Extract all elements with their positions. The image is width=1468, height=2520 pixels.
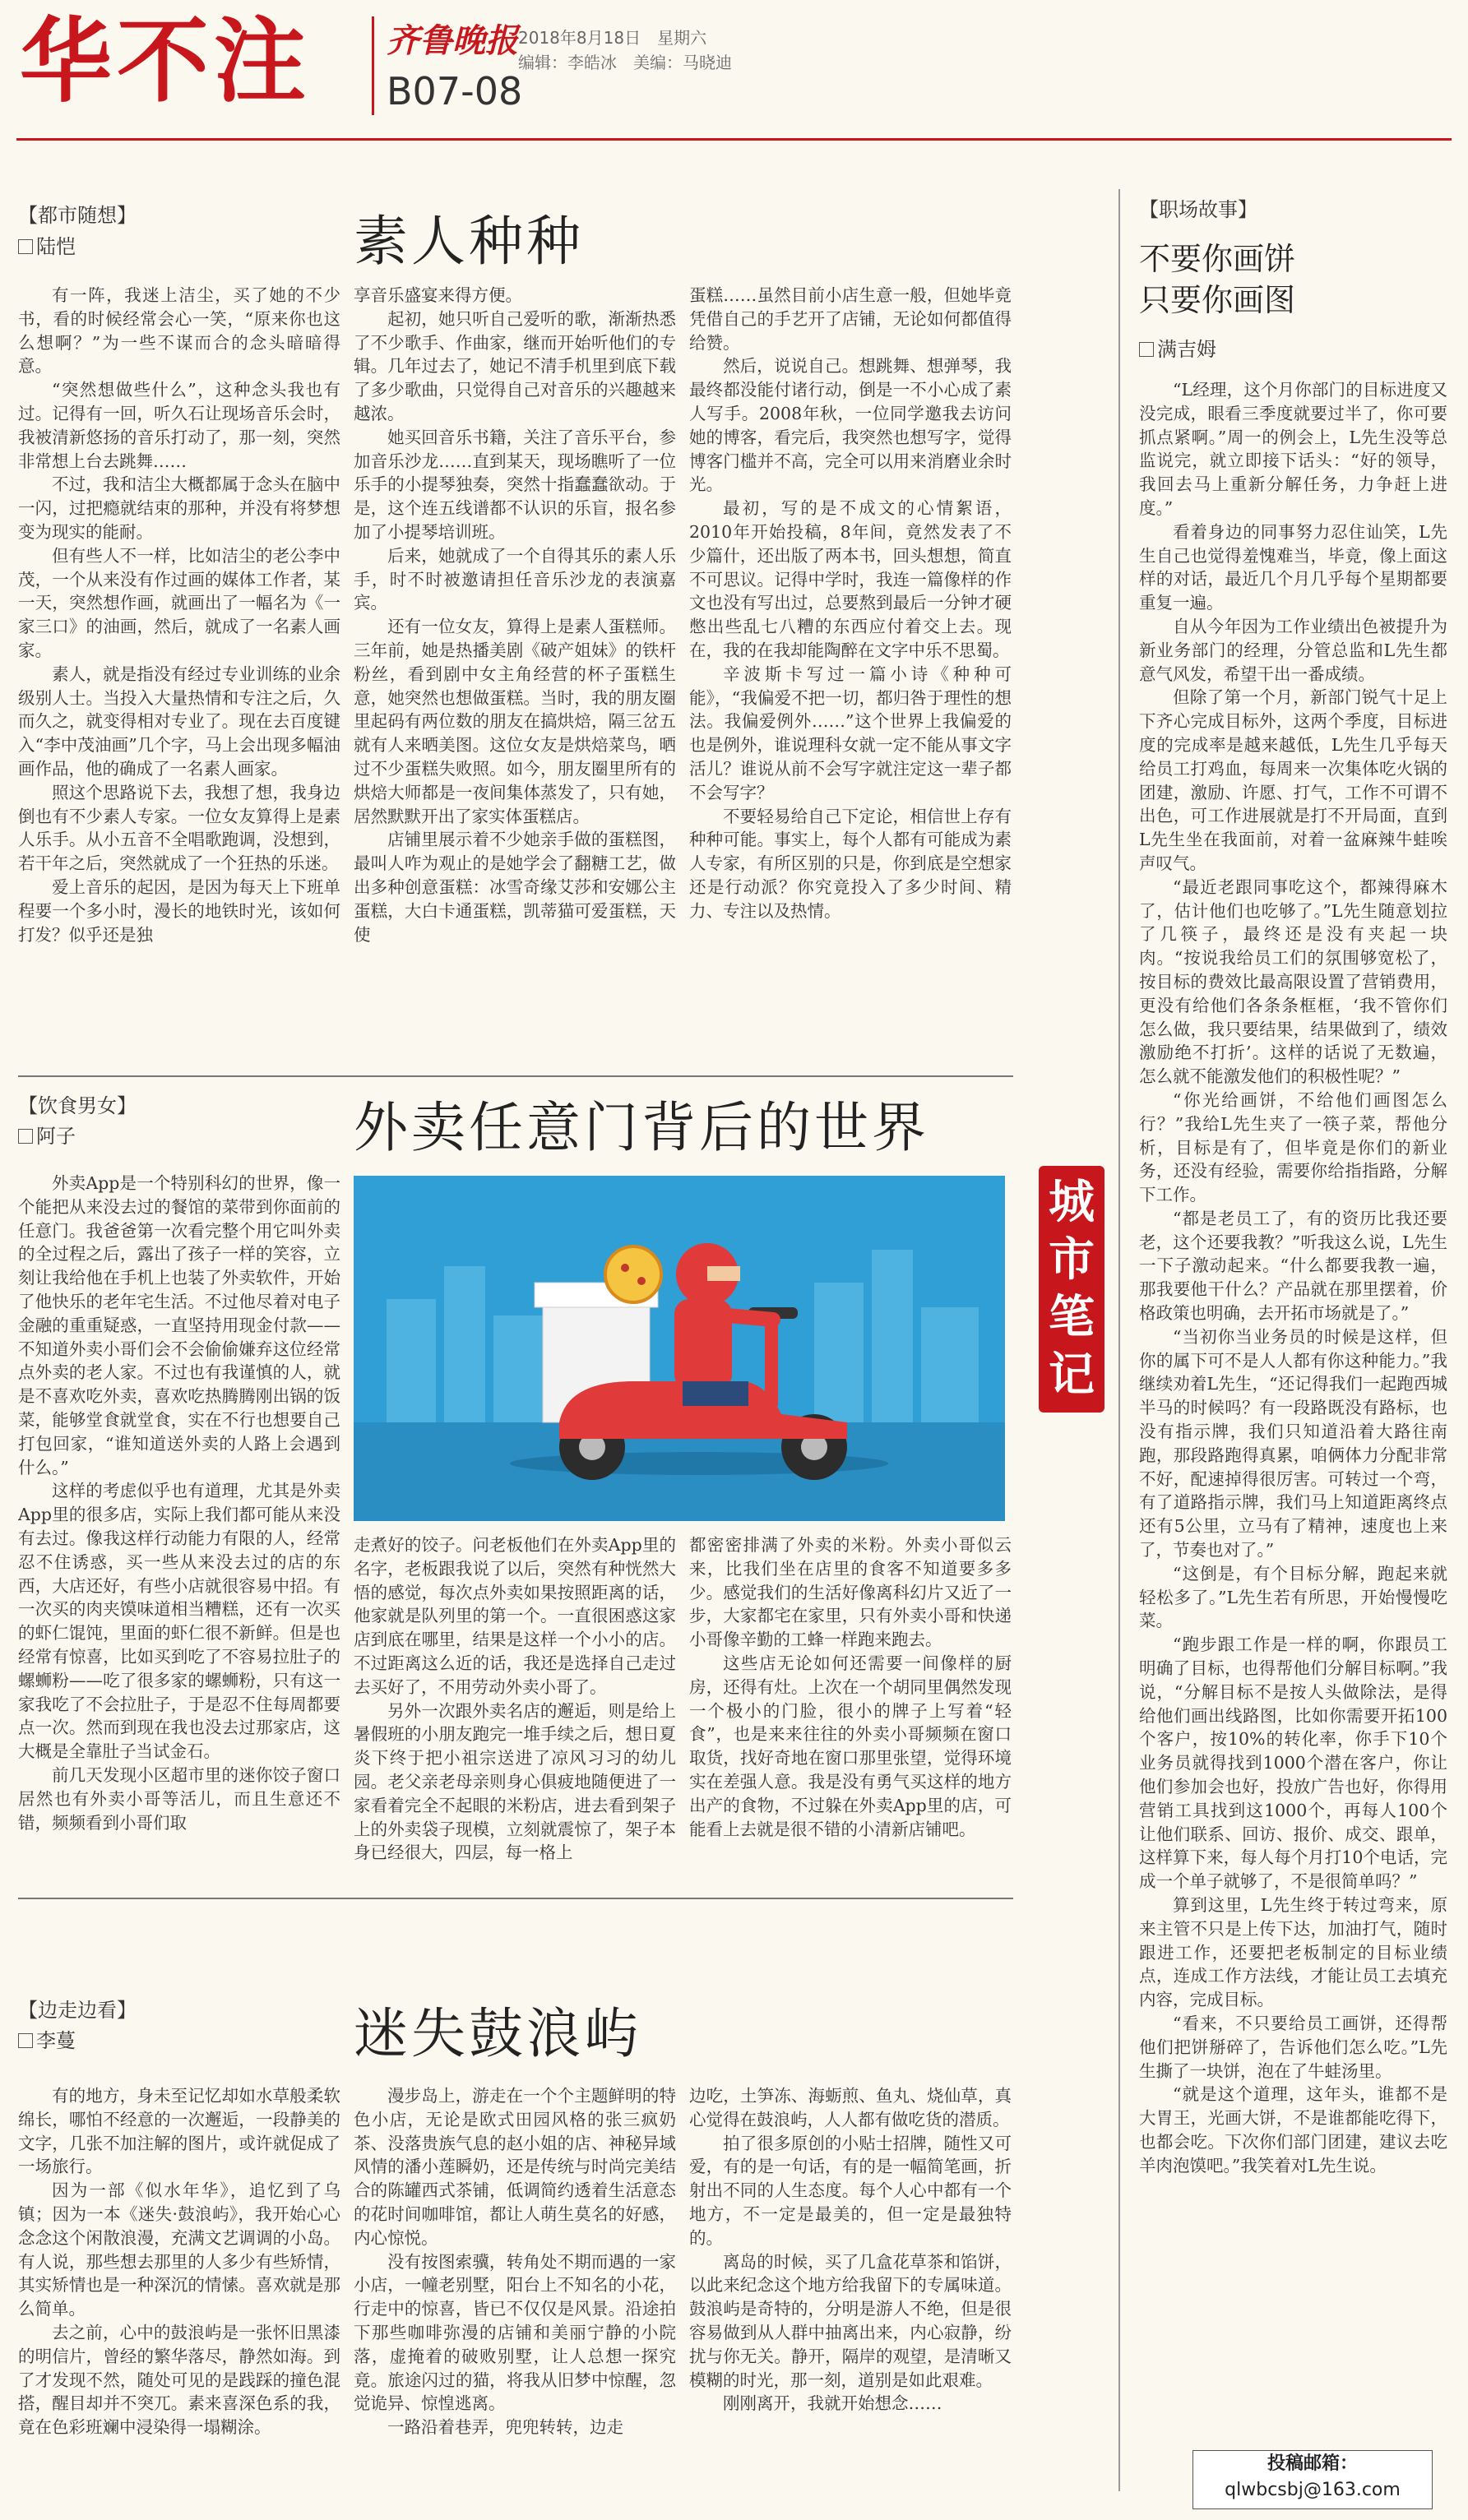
paragraph: 照这个思路说下去，我想了想，我身边倒也有不少素人专家。一位女友算得上是素人乐手。从小五音不全唱歌跑调，没想到，若干年之后，突然就成了一个狂热的乐迷。 [18, 782, 340, 874]
paragraph: 蛋糕……虽然目前小店生意一般，但她毕竟凭借自己的手艺开了店铺，无论如何都值得给赞。 [689, 285, 1012, 353]
delivery-scooter-illustration [354, 1176, 1005, 1521]
article-column [689, 2084, 1012, 2504]
paragraph: “当初你当业务员的时候是这样，但你的属下可不是人人都有你这种能力。”我继续劝着L先生，“还记得我们一起跑西城半马的时候吗？有一段路既没有路标，也没有指示牌，我们只知道沿着大路往南跑，那段路跑得真累，咱俩体力分配非常不好，配速掉得很厉害。可转过一个弯，有了道路指示牌，我们马上知道距离终点还有5公里，立马有了精神，速度也上来了，节奏也对了。” [1139, 1326, 1447, 1561]
paragraph: 这样的考虑似乎也有道理，尤其是外卖App里的很多店，实际上我们都可能从来没有去过。像我这样行动能力有限的人，经常忍不住诱惑，买一些从来没去过的店的东西，大店还好，有些小店就很容易中招。有一次买的肉夹馍味道相当糟糕，还有一次买的虾仁馄饨，里面的虾仁很不新鲜。但是也经常有惊喜，比如买到吃了不容易拉肚子的螺蛳粉——吃了很多家的螺蛳粉，只有这一家我吃了不会拉肚子，于是忍不住每周都要点一次。然而到现在我也没去过那家店，这大概是全靠肚子当试金石。 [18, 1481, 340, 1762]
paragraph: “看来，不只要给员工画饼，还得帮他们把饼掰碎了，告诉他们怎么吃。”L先生撕了一块饼，泡在了牛蛙汤里。 [1139, 2013, 1447, 2081]
byline: 李蔓 [18, 2024, 76, 2053]
paragraph: 看着身边的同事努力忍住讪笑，L先生自己也觉得羞愧难当，毕竟，像上面这样的对话，最近几个月几乎每个星期都要重复一遍。 [1139, 521, 1447, 613]
paragraph: 这些店无论如何还需要一间像样的厨房，还得有灶。上次在一个胡同里偶然发现一个极小的门脸，很小的牌子上写着“轻食”，也是来来往往的外卖小哥频频在窗口取货，找好奇地在窗口那里张望，觉得环境实在差强人意。我是没有勇气买这样的地方出产的食物，不过躲在外卖App里的店，可能看上去就是很不错的小清新店铺吧。 [689, 1653, 1012, 1839]
paragraph: 有的地方，身未至记忆却如水草般柔软绵长，哪怕不经意的一次邂逅，一段静美的文字，几张不加注解的图片，或许就促成了一场旅行。 [18, 2086, 340, 2177]
article-column [18, 284, 340, 1065]
submission-email-box [1192, 2450, 1433, 2509]
section-rule [18, 1075, 1013, 1077]
article-column [18, 2084, 340, 2504]
paragraph: 刚刚离开，我就开始想念…… [723, 2393, 942, 2414]
headline-line: 不要你画饼 [1139, 241, 1296, 277]
headline: 迷失鼓浪屿 [354, 2002, 641, 2065]
paragraph: “L经理，这个月你部门的目标进度又没完成，眼看三季度就要过半了，你可要抓点紧啊。”周一的例会上，L先生没等总监说完，就立即接下话头：“好的领导，我回去马上重新分解任务，力争赶上进度。” [1139, 380, 1447, 518]
paragraph: 自从今年因为工作业绩出色被提升为新业务部门的经理，分管总监和L先生都意气风发，希望干出一番成绩。 [1139, 616, 1447, 684]
section-tag: 【饮食男女】 [18, 1094, 137, 1117]
paragraph: 但有些人不一样，比如洁尘的老公李中茂，一个从来没有作过画的媒体工作者，某一天，突然想作画，就画出了一幅名为《一家三口》的油画，然后，就成了一名素人画家。 [18, 545, 340, 660]
headline [1139, 238, 1295, 321]
submission-label: 投稿邮箱： [1267, 2453, 1358, 2474]
section-tag: 【职场故事】 [1139, 198, 1257, 221]
paragraph: 一路沿着巷弄，兜兜转转，边走 [387, 2417, 623, 2438]
paragraph: 起初，她只听自己爱听的歌，渐渐热悉了不少歌手、作曲家，继而开始听他们的专辑。几年过去了，她记不清手机里到底下载了多少歌曲，只觉得自己对音乐的兴趣越来越浓。 [354, 308, 676, 423]
article-column [689, 1533, 1012, 1887]
paragraph: “就是这个道理，这年头，谁都不是大胃王，光画大饼，不是谁都能吃得下，也都会吃。下次你们部门团建，建议去吃羊肉泡馍吧。”我笑着对L先生说。 [1139, 2084, 1447, 2176]
paragraph: “这倒是，有个目标分解，跑起来就轻松多了。”L先生若有所思，开始慢慢吃菜。 [1139, 1563, 1447, 1631]
article-column [354, 2084, 676, 2504]
section-tag: 【边走边看】 [18, 1999, 137, 2022]
article-column [18, 1172, 340, 1887]
section-tag: 【都市随想】 [18, 204, 137, 227]
paragraph: 但除了第一个月，新部门锐气十足上下齐心完成目标外，这两个季度，目标进度的完成率是越来越低，L先生几乎每天给员工打鸡血，每周来一次集体吃火锅的团建，激励、许愿、打气，工作不可谓不出色，可工作进展就是打不开局面，直到L先生坐在我面前，对着一盆麻辣牛蛙唉声叹气。 [1139, 687, 1447, 873]
paragraph: 算到这里，L先生终于转过弯来，原来主管不只是上传下达，加油打气，随时跟进工作，还要把老板制定的目标业绩点，连成工作方法线，才能让员工去填充内容，完成目标。 [1139, 1895, 1447, 2010]
article-column [354, 284, 676, 1065]
byline: 阿子 [18, 1120, 76, 1149]
paragraph: 前几天发现小区超市里的迷你饺子窗口居然也有外卖小哥等活儿，而且生意还不错，频频看到小哥们取 [18, 1764, 340, 1833]
paragraph: 最初，写的是不成文的心情絮语，2010年开始投稿，8年间，竟然发表了不少篇什，还出版了两本书，回头想想，简直不可思议。记得中学时，我连一篇像样的作文也没有写出过，总要熬到最后一分钟才硬憋出些乱七八糟的东西应付着交上去。现在，我的在我却能陶醉在文字中乐不思蜀。 [689, 498, 1012, 660]
article-column [689, 284, 1012, 1065]
masthead-title: 华不注 [20, 8, 311, 115]
paragraph: 离岛的时候，买了几盒花草茶和馅饼，以此来纪念这个地方给我留下的专属味道。鼓浪屿是奇特的，分明是游人不绝，但是很容易做到从人群中抽离出来，内心寂静，纷扰与你无关。静开，隔岸的观望，是清晰又模糊的时光，那一刻，道别是如此艰难。 [689, 2251, 1012, 2390]
paragraph: “突然想做些什么”，这种念头我也有过。记得有一回，听久石让现场音乐会时，我被清新悠扬的音乐打动了，那一刻，突然非常想上台去跳舞…… [18, 380, 340, 471]
paragraph: 还有一位女友，算得上是素人蛋糕师。三年前，她是热播美剧《破产姐妹》的铁杆粉丝，看到剧中女主角经营的杯子蛋糕生意，她突然也想做蛋糕。当时，我的朋友圈里起码有两位数的朋友在搞烘焙，隔三岔五就有人来晒美图。这位女友是烘焙菜鸟，晒过不少蛋糕失败照。如今，朋友圈里所有的烘焙大师都是一夜间集体蒸发了，只有她，居然默默开出了家实体蛋糕店。 [354, 617, 676, 826]
column-divider [1118, 189, 1120, 2491]
paragraph: 辛波斯卡写过一篇小诗《种种可能》，“我偏爱不把一切，都归咎于理性的想法。我偏爱例外……”这个世界上我偏爱的也是例外，谁说理科女就一定不能从事文字活儿？谁说从前不会写字就注定这一辈子都不会写字？ [689, 664, 1012, 802]
article-column [1139, 378, 1447, 2434]
paragraph: 爱上音乐的起因，是因为每天上下班单程要一个多小时，漫长的地铁时光，该如何打发？似乎还是独 [18, 876, 340, 945]
submission-email[interactable]: qlwbcsbj@163.com [1225, 2480, 1401, 2500]
masthead-divider [372, 16, 374, 115]
paragraph: “你光给画饼，不给他们画图怎么行？”我给L先生夹了一筷子菜，帮他分析，目标是有了，但毕竟是你们的新业务，还没有经验，需要你给指指路，分解下工作。 [1139, 1089, 1447, 1205]
paragraph: “最近老跟同事吃这个，都辣得麻木了，估计他们也吃够了。”L先生随意划拉了几筷子，最终还是没有夹起一块肉。“按说我给员工们的氛围够宽松了，按目标的费效比最高限设置了营销费用，更没有给他们各条条框框，‘我不管你们怎么做，我只要结果，结果做到了，绩效激励绝不打折’。这样的话说了无数遍，怎么就不能激发他们的积极性呢？” [1139, 876, 1447, 1087]
headline-line: 只要你画图 [1139, 282, 1296, 318]
paragraph: 另外一次跟外卖名店的邂逅，则是给上暑假班的小朋友跑完一堆手续之后，想日夏炎下终于把小祖宗送进了凉风习习的幼儿园。老父亲老母亲则身心俱疲地随便进了一家看着完全不起眼的米粉店，进去看到架子上的外卖袋子现模，立刻就震惊了，架子本身已经很大，四层，每一格上 [354, 1700, 676, 1863]
paragraph: 店铺里展示着不少她亲手做的蛋糕图，最叫人咋为观止的是她学会了翻糖工艺，做出多种创意蛋糕：冰雪奇缘艾莎和安娜公主蛋糕，大白卡通蛋糕，凯蒂猫可爱蛋糕，天使 [354, 830, 676, 945]
paragraph: “都是老员工了，有的资历比我还要老，这个还要我教？”听我这么说，L先生一下子激动起来。“什么都要我教一遍，那我要他干什么？产品就在那里摆着，价格政策也明确，去开拓市场就是了。” [1139, 1208, 1447, 1324]
paragraph: 不要轻易给自己下定论，相信世上存有种种可能。事实上，每个人都有可能成为素人专家，有所区别的只是，你到底是空想家还是行动派？你究竟投入了多少时间、精力、专注以及热情。 [689, 806, 1012, 921]
headline: 外卖任意门背后的世界 [354, 1096, 929, 1159]
article-column [354, 1533, 676, 1887]
byline: 满吉姆 [1139, 333, 1216, 362]
paragraph: 没有按图索骥，转角处不期而遇的一家小店，一幢老别墅，阳台上不知名的小花，行走中的惊喜，皆已不仅仅是风景。沿途拍下那些咖啡弥漫的店铺和美丽宁静的小院落，虚掩着的破败别墅，让人总想一探究竟。旅途闪过的猫，将我从旧梦中惊醒，忽觉诡异、惊惶逃离。 [354, 2251, 676, 2414]
paragraph: 走煮好的饺子。问老板他们在外卖App里的名字，老板跟我说了以后，突然有种恍然大悟的感觉，每次点外卖如果按照距离的话，他家就是队列里的第一个。一直很困惑这家店到底在哪里，结果是这样一个小小的店。不过距离这么近的话，我还是选择自己走过去买好了，不用劳动外卖小哥了。 [354, 1535, 676, 1697]
headline: 素人种种 [354, 210, 584, 273]
issue-date: 2018年8月18日 星期六 [518, 28, 707, 48]
paragraph: 然后，说说自己。想跳舞、想弹琴，我最终都没能付诸行动，倒是一不小心成了素人写手。2008年秋，一位同学邀我去访问她的博客，看完后，我突然也想写字，觉得博客门槛并不高，完全可以用来消磨业余时光。 [689, 356, 1012, 495]
paragraph: 拍了很多原创的小贴士招牌，随性又可爱，有的是一句话，有的是一幅简笔画，折射出不同的人生态度。每个人心中都有一个地方，不一定是最美的，但一定是最独特的。 [689, 2133, 1012, 2248]
section-rule [18, 1898, 1013, 1899]
newspaper-logo: 齐鲁晚报 [387, 21, 518, 60]
page-number: B07-08 [387, 69, 523, 113]
paragraph: 有一阵，我迷上洁尘，买了她的不少书，看的时候经常会心一笑，“原来你也这么想啊？”为一些不谋而合的念头暗暗得意。 [18, 285, 340, 377]
paragraph: 不过，我和洁尘大概都属于念头在脑中一闪，过把瘾就结束的那种，并没有将梦想变为现实的能耐。 [18, 474, 340, 542]
paragraph: 享音乐盛宴来得方便。 [354, 285, 522, 305]
paragraph: 去之前，心中的鼓浪屿是一张怀旧黑漆的明信片，曾经的繁华落尽，静然如海。到了才发现不然，随处可见的是践踩的撞色混搭，醒目却并不突兀。素来喜深色系的我，竟在色彩班斓中浸染得一塌糊涂。 [18, 2322, 340, 2438]
paragraph: 她买回音乐书籍，关注了音乐平台，参加音乐沙龙……直到某天，现场瞧听了一位乐手的小提琴独奏，突然十指蠢蠢欲动。于是，这个连五线谱都不认识的乐盲，报名参加了小提琴培训班。 [354, 427, 676, 542]
paragraph: 后来，她就成了一个自得其乐的素人乐手，时不时被邀请担任音乐沙龙的表演嘉宾。 [354, 545, 676, 613]
paragraph: 因为一部《似水年华》，追忆到了乌镇；因为一本《迷失·鼓浪屿》，我开始心心念念这个闲散浪漫，充满文艺调调的小岛。有人说，那些想去那里的人多少有些矫情，其实矫情也是一种深沉的情愫。喜欢就是那么简单。 [18, 2180, 340, 2319]
paragraph: “跑步跟工作是一样的啊，你跟员工明确了目标，也得帮他们分解目标啊。”我说，“分解目标不是按人头做除法，是得给他们画出线路图，比如你需要开拓100个客户，按10%的转化率，你手下10个业务员就得找到1000个潜在客户，你让他们参加会也好，投放广告也好，你得用营销工具找到这1000个，再每人100个让他们联系、回访、报价、成交、跟单，这样算下来，每人每个月打10个电话，完成一个单子就够了，不是很简单吗？” [1139, 1635, 1447, 1892]
masthead-rule [16, 138, 1452, 141]
paragraph: 边吃，土笋冻、海蛎煎、鱼丸、烧仙草，真心觉得在鼓浪屿，人人都有做吃货的潜质。 [689, 2086, 1012, 2129]
editors-credit: 编辑：李皓冰 美编：马晓迪 [518, 53, 732, 72]
paragraph: 都密密排满了外卖的米粉。外卖小哥似云来，比我们坐在店里的食客不知道要多多少。感觉我们的生活好像离科幻片又近了一步，大家都宅在家里，只有外卖小哥和快递小哥像辛勤的工蜂一样跑来跑去。 [689, 1535, 1012, 1650]
byline: 陆恺 [18, 230, 76, 259]
paragraph: 漫步岛上，游走在一个个主题鲜明的特色小店，无论是欧式田园风格的张三疯奶茶、没落贵族气息的赵小姐的店、神秘异域风情的潘小莲瞬奶，还是传统与时尚完美结合的陈罐西式茶铺，低调简约透着生活意态的花时间咖啡馆，都让人萌生莫名的好感，内心惊悦。 [354, 2086, 676, 2248]
paragraph: 素人，就是指没有经过专业训练的业余级别人士。当投入大量热情和专注之后，久而久之，就变得相对专业了。现在去百度键入“李中茂油画”几个字，马上会出现多幅油画作品，他的确成了一名素人画家。 [18, 664, 340, 779]
paragraph: 外卖App是一个特别科幻的世界，像一个能把从来没去过的餐馆的菜带到你面前的任意门。我爸爸第一次看完整个用它叫外卖的全过程之后，露出了孩子一样的笑容，立刻让我给他在手机上也装了外卖软件，开始了他快乐的老年宅生活。不过他尽着对电子金融的重重疑惑，一直坚持用现金付款——不知道外卖小哥们会不会偷偷嫌弃这位经常点外卖的老人家。不过也有我谨慎的人，就是不喜欢吃外卖，喜欢吃热腾腾刚出锅的饭菜，能够堂食就堂食，实在不行也想要自己打包回家，“谁知道送外卖的人路上会遇到什么。” [18, 1173, 340, 1477]
stamp-text: 城市笔记 [1049, 1176, 1095, 1402]
column-stamp [1039, 1166, 1104, 1413]
